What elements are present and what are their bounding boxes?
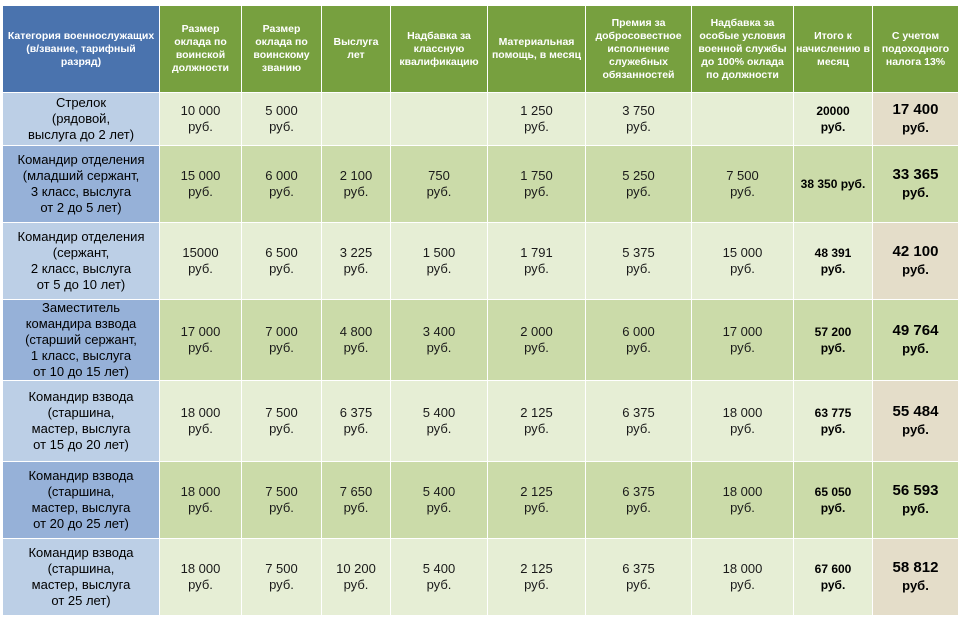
cell-seniority (322, 223, 391, 300)
currency-unit: руб. (820, 422, 846, 436)
cell-premium (586, 93, 692, 146)
currency-unit: руб. (188, 340, 213, 355)
amount: 49 764 (892, 322, 939, 339)
category-line: Командир отделения (17, 152, 145, 167)
cell-special-bonus (692, 462, 794, 539)
currency-unit: руб. (426, 184, 452, 199)
currency-unit: руб. (626, 184, 651, 199)
currency-unit: руб. (902, 422, 929, 437)
amount: 6 000 (265, 168, 298, 183)
amount: 3 750 (622, 103, 655, 118)
currency-unit: руб. (269, 340, 294, 355)
cell-position-salary (160, 223, 242, 300)
cell-position-salary (160, 93, 242, 146)
cell-special-bonus (692, 300, 794, 381)
cell-class-bonus (391, 462, 488, 539)
amount: 2 125 (520, 405, 553, 420)
cell-rank-salary (242, 462, 322, 539)
table-row (3, 381, 959, 462)
amount: 1 250 (520, 103, 553, 118)
currency-unit: руб. (902, 341, 929, 356)
cell-seniority (322, 462, 391, 539)
cell-premium (586, 300, 692, 381)
amount: 1 750 (520, 168, 553, 183)
amount: 6 375 (622, 561, 655, 576)
amount: 56 593 (892, 482, 939, 499)
cell-category (3, 300, 160, 381)
cell-material-aid (488, 381, 586, 462)
cell-material-aid (488, 300, 586, 381)
amount: 1 500 (422, 245, 456, 260)
table-row (3, 300, 959, 381)
currency-unit: руб. (426, 500, 452, 515)
cell-net (873, 300, 959, 381)
cell-class-bonus (391, 93, 488, 146)
currency-unit: руб. (820, 578, 846, 592)
currency-unit: руб. (730, 500, 755, 515)
cell-rank-salary (242, 93, 322, 146)
currency-unit: руб. (626, 261, 651, 276)
currency-unit: руб. (524, 184, 549, 199)
currency-unit: руб. (626, 421, 651, 436)
currency-unit: руб. (188, 577, 213, 592)
amount: 63 775 (814, 406, 852, 420)
cell-premium (586, 146, 692, 223)
category-line: командира взвода (25, 316, 137, 331)
currency-unit: руб. (343, 261, 369, 276)
cell-class-bonus (391, 539, 488, 616)
currency-unit: руб. (188, 119, 213, 134)
category-line: (младший сержант, (22, 168, 140, 183)
currency-unit: руб. (426, 577, 452, 592)
category-line: от 20 до 25 лет) (33, 516, 129, 531)
cell-total (794, 300, 873, 381)
category-line: (старший сержант, (25, 332, 137, 347)
cell-net (873, 462, 959, 539)
cell-seniority (322, 539, 391, 616)
currency-unit: руб. (524, 340, 549, 355)
cell-seniority (322, 146, 391, 223)
currency-unit: руб. (626, 500, 651, 515)
amount: 58 812 (892, 559, 939, 576)
cell-category (3, 381, 160, 462)
category-line: Командир взвода (28, 545, 134, 560)
cell-class-bonus (391, 300, 488, 381)
amount: 6 000 (622, 324, 655, 339)
cell-special-bonus (692, 146, 794, 223)
category-line: мастер, выслуга (31, 500, 131, 515)
category-line: 1 класс, выслуга (30, 348, 132, 363)
category-line: 2 класс, выслуга (30, 261, 132, 276)
category-line: от 2 до 5 лет) (40, 200, 122, 215)
cell-special-bonus (692, 381, 794, 462)
cell-material-aid (488, 539, 586, 616)
cell-net (873, 223, 959, 300)
amount: 6 375 (622, 405, 655, 420)
cell-rank-salary (242, 146, 322, 223)
cell-total (794, 93, 873, 146)
cell-rank-salary (242, 539, 322, 616)
currency-unit: руб. (188, 421, 213, 436)
currency-unit: руб. (730, 261, 755, 276)
currency-unit: руб. (524, 119, 549, 134)
currency-unit: руб. (524, 500, 549, 515)
cell-seniority (322, 93, 391, 146)
currency-unit: руб. (902, 262, 929, 277)
amount: 5 250 (622, 168, 655, 183)
amount: 7 500 (265, 484, 298, 499)
category-line: (рядовой, (51, 111, 111, 126)
cell-rank-salary (242, 381, 322, 462)
amount: 10 200 (336, 561, 376, 576)
amount: 4 800 (339, 324, 373, 339)
cell-category (3, 223, 160, 300)
cell-rank-salary (242, 223, 322, 300)
cell-premium (586, 462, 692, 539)
amount: 7 500 (726, 168, 759, 183)
amount: 5 000 (265, 103, 298, 118)
cell-net (873, 539, 959, 616)
salary-table (2, 5, 959, 616)
category-line: (старшина, (47, 561, 115, 576)
currency-unit: руб. (188, 261, 213, 276)
cell-special-bonus (692, 539, 794, 616)
category-line: мастер, выслуга (31, 421, 131, 436)
currency-unit: руб. (524, 261, 549, 276)
currency-unit: руб. (902, 120, 929, 135)
amount: 10 000 (180, 103, 221, 118)
cell-net (873, 93, 959, 146)
amount: 7 500 (265, 405, 298, 420)
cell-class-bonus (391, 223, 488, 300)
currency-unit: руб. (902, 501, 929, 516)
cell-special-bonus (692, 93, 794, 146)
header-class-bonus: Надбавка за классную квалификацию (391, 6, 488, 93)
category-line: от 10 до 15 лет) (33, 364, 129, 379)
amount: 1 791 (520, 245, 553, 260)
amount: 18 000 (180, 405, 221, 420)
amount: 2 000 (520, 324, 553, 339)
currency-unit: руб. (188, 500, 213, 515)
amount: 2 125 (520, 484, 553, 499)
cell-position-salary (160, 381, 242, 462)
header-seniority: Выслуга лет (322, 6, 391, 93)
amount: 3 225 (339, 245, 373, 260)
amount: 7 500 (265, 561, 298, 576)
cell-class-bonus (391, 381, 488, 462)
amount: 18 000 (722, 561, 763, 576)
category-line: выслуга до 2 лет) (27, 127, 135, 142)
currency-unit: руб. (820, 262, 846, 276)
category-line: Командир взвода (28, 389, 134, 404)
cell-material-aid (488, 146, 586, 223)
cell-total (794, 223, 873, 300)
amount: 2 100 (339, 168, 373, 183)
amount: 7 000 (265, 324, 298, 339)
currency-unit: руб. (343, 340, 369, 355)
table-row (3, 93, 959, 146)
amount: 18 000 (180, 484, 221, 499)
cell-category (3, 462, 160, 539)
amount: 2 125 (520, 561, 553, 576)
category-line: Командир взвода (28, 468, 134, 483)
header-material-aid: Материальная помощь, в месяц (488, 6, 586, 93)
category-line: от 5 до 10 лет) (36, 277, 126, 292)
currency-unit: руб. (730, 577, 755, 592)
currency-unit: руб. (820, 120, 846, 134)
amount: 38 350 руб. (800, 177, 866, 191)
currency-unit: руб. (820, 501, 846, 515)
category-line: 3 класс, выслуга (30, 184, 132, 199)
currency-unit: руб. (269, 119, 294, 134)
currency-unit: руб. (902, 578, 929, 593)
cell-net (873, 381, 959, 462)
amount: 42 100 (892, 243, 939, 260)
amount: 5 400 (422, 484, 456, 499)
amount: 17 000 (722, 324, 763, 339)
cell-seniority (322, 300, 391, 381)
amount: 5 375 (622, 245, 655, 260)
table-row (3, 462, 959, 539)
amount: 5 400 (422, 561, 456, 576)
amount: 55 484 (892, 403, 939, 420)
cell-total (794, 381, 873, 462)
header-row (3, 6, 959, 93)
amount: 33 365 (892, 166, 939, 183)
amount: 18 000 (180, 561, 221, 576)
currency-unit: руб. (820, 341, 846, 355)
amount: 20000 (816, 104, 850, 118)
cell-category (3, 93, 160, 146)
cell-total (794, 539, 873, 616)
cell-premium (586, 381, 692, 462)
amount: 15 000 (180, 168, 221, 183)
cell-category (3, 539, 160, 616)
cell-total (794, 462, 873, 539)
cell-premium (586, 539, 692, 616)
cell-position-salary (160, 146, 242, 223)
category-line: Командир отделения (17, 229, 145, 244)
cell-material-aid (488, 93, 586, 146)
currency-unit: руб. (343, 577, 369, 592)
currency-unit: руб. (524, 421, 549, 436)
amount: 18 000 (722, 405, 763, 420)
header-category: Категория военнослужащих (в/звание, тарифный разряд) (3, 6, 160, 93)
category-line: (сержант, (52, 245, 110, 260)
amount: 3 400 (422, 324, 456, 339)
amount: 67 600 (814, 562, 852, 576)
cell-special-bonus (692, 223, 794, 300)
currency-unit: руб. (426, 421, 452, 436)
currency-unit: руб. (269, 184, 294, 199)
amount: 750 (428, 168, 450, 183)
cell-material-aid (488, 462, 586, 539)
table-row (3, 223, 959, 300)
currency-unit: руб. (343, 421, 369, 436)
amount: 15 000 (722, 245, 763, 260)
category-line: от 15 до 20 лет) (33, 437, 129, 452)
category-line: Стрелок (55, 95, 107, 110)
currency-unit: руб. (269, 500, 294, 515)
cell-material-aid (488, 223, 586, 300)
currency-unit: руб. (626, 340, 651, 355)
amount: 17 400 (892, 101, 939, 118)
currency-unit: руб. (269, 261, 294, 276)
amount: 57 200 (814, 325, 852, 339)
amount: 6 375 (622, 484, 655, 499)
table-body (3, 93, 959, 616)
category-line: Заместитель (42, 300, 120, 315)
category-line: (старшина, (47, 405, 115, 420)
amount: 18 000 (722, 484, 763, 499)
amount: 7 650 (339, 484, 373, 499)
currency-unit: руб. (730, 184, 755, 199)
category-line: (старшина, (47, 484, 115, 499)
cell-net (873, 146, 959, 223)
cell-position-salary (160, 539, 242, 616)
cell-total (794, 146, 873, 223)
currency-unit: руб. (269, 577, 294, 592)
header-net: С учетом подоходного налога 13% (873, 6, 959, 93)
currency-unit: руб. (626, 119, 651, 134)
currency-unit: руб. (626, 577, 651, 592)
cell-category (3, 146, 160, 223)
currency-unit: руб. (426, 340, 452, 355)
table-row (3, 539, 959, 616)
currency-unit: руб. (426, 261, 452, 276)
currency-unit: руб. (730, 421, 755, 436)
currency-unit: руб. (524, 577, 549, 592)
category-line: от 25 лет) (51, 593, 111, 608)
amount: 6 500 (265, 245, 298, 260)
amount: 17 000 (180, 324, 221, 339)
header-rank-salary: Размер оклада по воинскому званию (242, 6, 322, 93)
table-row (3, 146, 959, 223)
currency-unit: руб. (343, 184, 369, 199)
cell-position-salary (160, 462, 242, 539)
cell-class-bonus (391, 146, 488, 223)
amount: 65 050 (814, 485, 852, 499)
amount: 48 391 (814, 246, 852, 260)
header-special-bonus: Надбавка за особые условия военной службы до 100% оклада по должности (692, 6, 794, 93)
cell-position-salary (160, 300, 242, 381)
cell-rank-salary (242, 300, 322, 381)
category-line: мастер, выслуга (31, 577, 131, 592)
cell-seniority (322, 381, 391, 462)
amount: 5 400 (422, 405, 456, 420)
header-total: Итого к начислению в месяц (794, 6, 873, 93)
currency-unit: руб. (730, 340, 755, 355)
header-premium: Премия за добросовестное исполнение служебных обязанностей (586, 6, 692, 93)
header-position-salary: Размер оклада по воинской должности (160, 6, 242, 93)
amount: 6 375 (339, 405, 373, 420)
amount: 15000 (182, 245, 219, 260)
currency-unit: руб. (188, 184, 213, 199)
currency-unit: руб. (902, 185, 929, 200)
currency-unit: руб. (269, 421, 294, 436)
currency-unit: руб. (343, 500, 369, 515)
cell-premium (586, 223, 692, 300)
